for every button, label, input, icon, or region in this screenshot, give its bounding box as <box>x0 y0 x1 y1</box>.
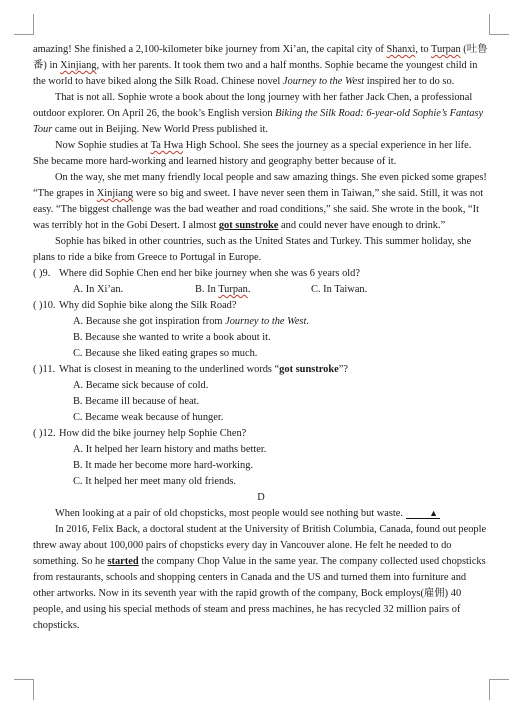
text-run: That is not all. Sophie wrote a book about the long journey with her father Jack Chen, a professional outdoor explorer. On April 26, the book’s English version <box>33 92 473 119</box>
passage-c-paragraph-1 <box>33 42 489 90</box>
crop-mark-top-left-h <box>14 34 34 35</box>
crop-mark-top-left-v <box>33 14 34 34</box>
document-body <box>33 42 489 634</box>
option-b: B. Because she wanted to write a book about it. <box>73 332 271 343</box>
question-9 <box>33 266 489 282</box>
text-run: and could never have enough to drink.” <box>278 220 446 231</box>
school-name: Ta Hwa <box>150 140 184 151</box>
novel-title: Journey to the West <box>225 316 307 327</box>
option-a-label: A. Because she got inspiration from <box>73 316 226 327</box>
passage-c-paragraph-4 <box>33 170 489 234</box>
text-run: Now Sophie studies at <box>55 140 151 151</box>
place-name-turpan: Turpan <box>431 44 461 55</box>
question-number: ( )10. <box>33 300 56 311</box>
crop-mark-bottom-right-h <box>489 679 509 680</box>
place-name-shanxi: Shanxi <box>386 44 416 55</box>
question-text: How did the bike journey help Sophie Chen? <box>59 428 247 439</box>
question-12 <box>33 426 489 442</box>
text-run: were so big and sweet. I have never seen them in Taiwan,” she said. Still, it was not easy. “The biggest challenge was the bad weather and road conditions,” she said. She wrote in the book, “It was terribly hot in the Gobi Desert. I almost <box>33 188 484 231</box>
option-a <box>33 314 489 330</box>
text-run: On the way, she met many friendly local people and saw amazing things. She even picked some grapes! “The grapes in <box>33 172 487 199</box>
text-run: , with her parents. It took them two and a half months. Sophie became the youngest child in the world to have biked along the Silk Road. Chinese novel <box>33 60 478 87</box>
option-b: B. Became ill because of heat. <box>73 396 200 407</box>
question-9-options <box>33 282 489 298</box>
underlined-phrase: got sunstroke <box>218 220 279 231</box>
section-d-paragraph-1 <box>33 506 489 522</box>
text-run: the company Chop Value in the same year. The company collected used chopsticks from restaurants, schools and shopping centers in Canada and the US and turned them into furniture and other artworks. Now in its seventh year with the rapid growth of the company, Bock employs(雇佣) 40 people, and using his special methods of steam and press machines, he has recycled 32 million pairs of chopsticks. <box>33 556 486 631</box>
section-d-paragraph-2 <box>33 522 489 634</box>
option-b <box>195 282 311 298</box>
text-run: amazing! She finished a 2,100-kilometer bike journey from Xi’an, the capital city of <box>33 44 387 55</box>
triangle-icon: ▲ <box>429 508 439 518</box>
option-c: C. It helped her meet many old friends. <box>73 476 237 487</box>
question-text: Where did Sophie Chen end her bike journey when she was 6 years old? <box>59 268 360 279</box>
question-number: ( )12. <box>33 428 56 439</box>
text-run: When looking at a pair of old chopsticks, most people would see nothing but waste. <box>55 508 404 519</box>
crop-mark-bottom-left-v <box>33 680 34 700</box>
text-run: came out in Beijing. New World Press published it. <box>52 124 268 135</box>
quoted-phrase: got sunstroke <box>279 364 339 375</box>
text-run: , to <box>415 44 432 55</box>
option-a: A. Became sick because of cold. <box>73 380 209 391</box>
question-10 <box>33 298 489 314</box>
passage-c-paragraph-3 <box>33 138 489 170</box>
option-c: C. Became weak because of hunger. <box>73 412 224 423</box>
option-a-tail: . <box>306 316 309 327</box>
novel-title: Journey to the West <box>282 76 365 87</box>
question-number: ( )9. <box>33 268 51 279</box>
option-b-label: B. In <box>195 284 219 295</box>
text-run: In 2016, Felix Back, a doctoral student at the University of British Columbia, Canada, found out people threw away about 100,000 pairs of chopsticks every day in Vancouver alone. He felt he needed to do something. So he <box>33 524 487 567</box>
place-name-turpan: Turpan <box>218 284 248 295</box>
question-number: ( )11. <box>33 364 56 375</box>
underlined-word: started <box>107 556 139 567</box>
answer-blank <box>406 508 440 519</box>
option-b-tail: . <box>247 284 251 295</box>
question-11 <box>33 362 489 378</box>
place-name-xinjiang: Xinjiang <box>96 188 134 199</box>
passage-c-paragraph-5: Sophie has biked in other countries, such as the United States and Turkey. This summer holiday, she plans to ride a bike from Greece to Portugal in Europe. <box>33 236 472 263</box>
crop-mark-bottom-right-v <box>489 680 490 700</box>
option-a: A. It helped her learn history and maths better. <box>73 444 267 455</box>
question-text-tail: ”? <box>338 364 348 375</box>
question-text: What is closest in meaning to the underlined words “ <box>59 364 280 375</box>
option-a: A. In Xi’an. <box>73 284 124 295</box>
text-run: inspired her to do so. <box>364 76 455 87</box>
option-c: C. Because she liked eating grapes so much. <box>73 348 258 359</box>
question-text: Why did Sophie bike along the Silk Road? <box>59 300 237 311</box>
text-run: High School. She sees the journey as a special experience in her life. She became more hard-working and learned history and geography better because of it. <box>33 140 472 167</box>
crop-mark-bottom-left-h <box>14 679 34 680</box>
place-name-xinjiang: Xinjiang <box>60 60 97 71</box>
section-heading: D <box>257 492 265 503</box>
text-run: (吐鲁番) in <box>33 44 488 71</box>
passage-c-paragraph-2 <box>33 90 489 138</box>
book-title: Biking the Silk Road: 6-year-old Sophie’s Fantasy Tour <box>33 108 484 135</box>
crop-mark-top-right-h <box>489 34 509 35</box>
option-b: B. It made her become more hard-working. <box>73 460 254 471</box>
crop-mark-top-right-v <box>489 14 490 34</box>
option-c: C. In Taiwan. <box>311 284 368 295</box>
